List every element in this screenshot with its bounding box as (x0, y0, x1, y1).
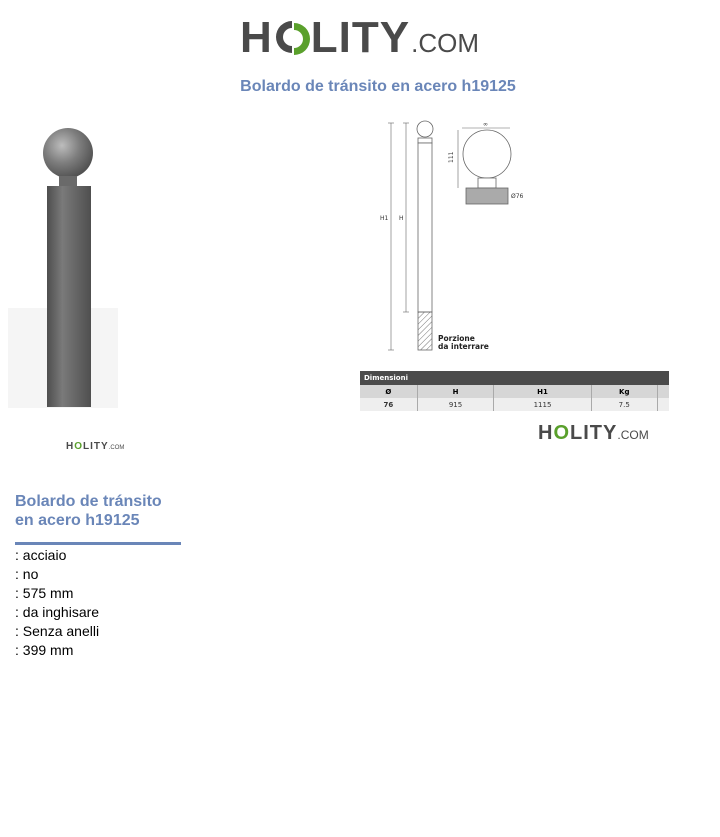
spec-item: : Senza anelli (15, 623, 100, 639)
small-logo: H O LITY .COM (66, 441, 125, 452)
logo-o-icon (273, 14, 311, 62)
logo-letter-h: H (240, 13, 273, 62)
spec-item: : da inghisare (15, 604, 100, 620)
col-header: Ø (360, 385, 417, 398)
burial-label-1: Porzione (438, 334, 475, 343)
logo-domain-suffix: .COM (411, 28, 479, 58)
site-logo[interactable] (240, 14, 479, 62)
table-row (360, 398, 669, 411)
table-cell: 7.5 (591, 398, 657, 411)
small-logo: H O LITY .COM (538, 422, 649, 444)
spec-list (15, 546, 99, 660)
table-cell: 915 (417, 398, 494, 411)
spec-item: : acciaio (15, 547, 67, 563)
col-header: Kg (591, 385, 657, 398)
burial-label-2: da interrare (438, 342, 489, 351)
table-cell: 76 (360, 398, 417, 411)
spec-item: : no (15, 566, 39, 582)
col-header: H1 (494, 385, 591, 398)
table-title: Dimensioni (364, 374, 408, 382)
dim-label-h: H (399, 215, 404, 222)
dim-label-diameter: Ø76 (511, 193, 524, 200)
logo-letters-lity: LITY (310, 13, 411, 62)
product-title: Bolardo de tránsito en acero h19125 (240, 78, 516, 95)
col-header: H (417, 385, 494, 398)
product-photo (8, 118, 118, 410)
section-title: Bolardo de tránsito en acero h19125 (15, 493, 162, 529)
spec-item: : 575 mm (15, 585, 74, 601)
dim-label-width: ∞ (483, 121, 488, 128)
dim-label-h1: H1 (380, 215, 389, 222)
section-divider (15, 542, 181, 545)
spec-item: : 399 mm (15, 642, 74, 658)
table-header-row (360, 385, 669, 398)
dimensions-table (360, 371, 669, 411)
table-cell: 1115 (494, 398, 591, 411)
dim-label-height: 111 (448, 151, 455, 163)
